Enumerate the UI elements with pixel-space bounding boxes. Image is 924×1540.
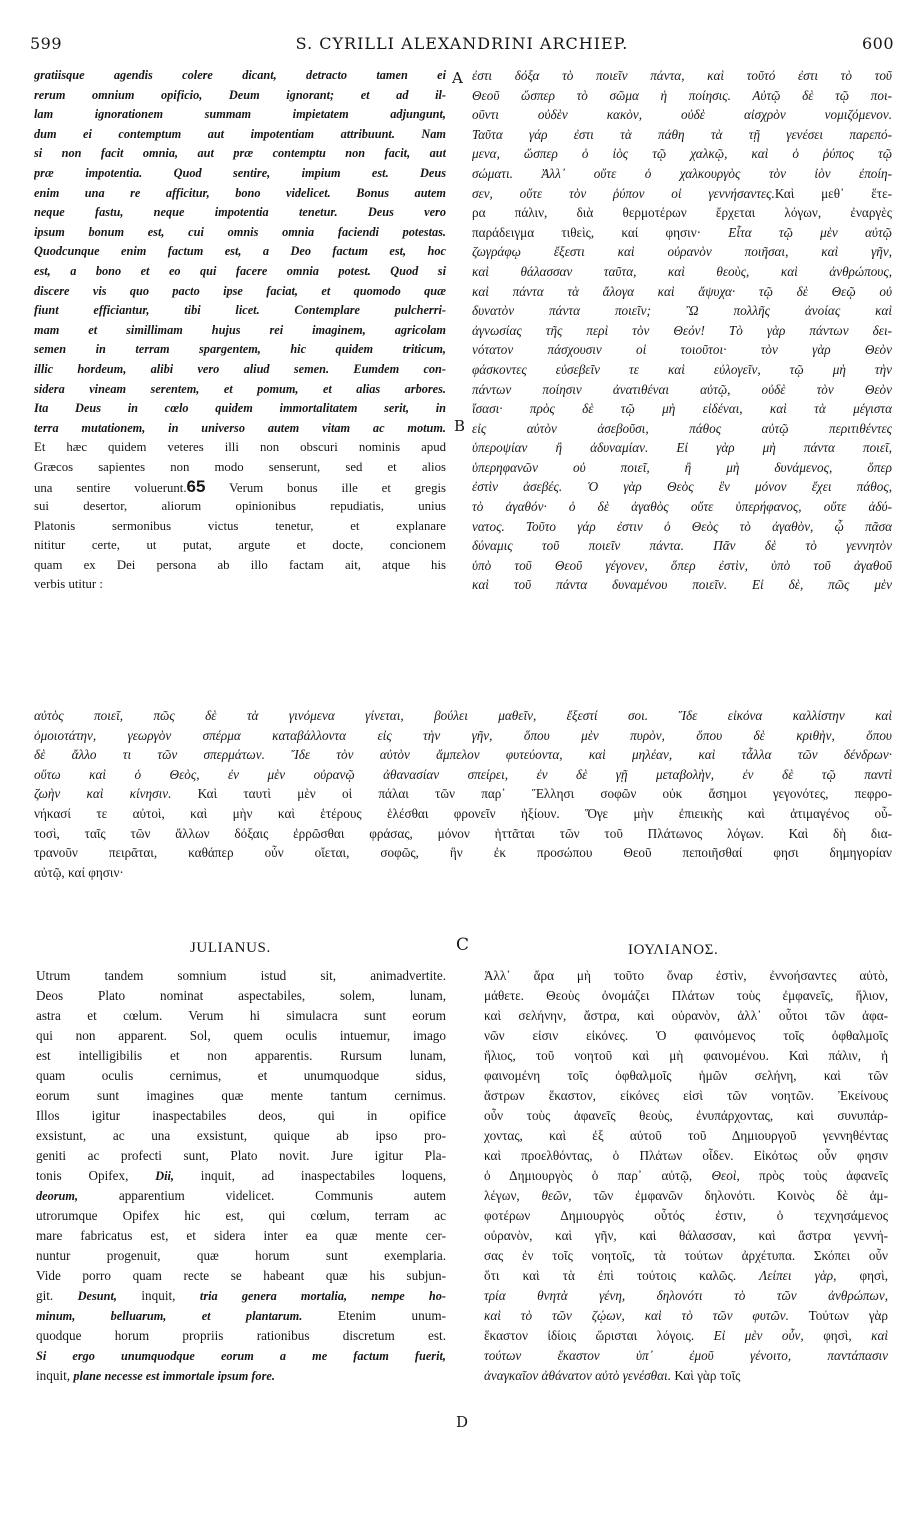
text-line: quam ex Dei persona ab illo factam ait, atque his	[34, 557, 446, 572]
text-line: Vide porro quam recte se habeant quæ his subjun-	[36, 1268, 446, 1283]
text-line: neque fastu, neque impotentia tenetur. Deus vero	[34, 205, 446, 220]
text-run: παράδειγμα τιθεὶς, καί φησιν·	[472, 224, 702, 240]
text-line: utrorumque Opifex hic est, qui cœlum, terram ac	[36, 1208, 446, 1223]
text-line: νότατον πάσχουσιν οἱ τοιοῦτοι· τὸν γὰρ Θεὸν	[472, 342, 892, 358]
text-line: δὲ ἄλλο τι τῶν σπερμάτων. Ἴδε τὸν αὐτὸν ἄμπελον φυτεύοντα, καὶ μηλέαν, καὶ τἆλλα τῶν δένδρων·	[34, 747, 892, 763]
greek-column-top	[472, 66, 892, 595]
text-line: illic hordeum, alibi vero aliud semen. Eumdem con-	[34, 361, 446, 376]
text-line: mare fabricatus est, et sidera inter ea quæ mente cer-	[36, 1228, 446, 1243]
text-run: minum, belluarum, et plantarum.	[36, 1309, 303, 1323]
text-line: νῶν εἰσιν εἰκόνες. Ὁ φαινόμενος τοῖς ὀφθαλμοῖς	[484, 1028, 888, 1043]
text-line	[484, 1306, 888, 1326]
text-line	[36, 1306, 446, 1326]
text-line: τρία θνητὰ γένη, δηλονότι τὸ τῶν ἀνθρώπων,	[484, 1288, 888, 1303]
text-run: Verum bonus ille et gregis	[229, 481, 446, 496]
right-page-number: 600	[861, 34, 894, 53]
text-line: mam et simillimam hujus rei imaginem, agricolam	[34, 322, 446, 337]
text-line: τρανοῦν πειρᾶται, καθάπερ οὖν οἴεται, σοφῶς, ἣν ἐκ προσώπου Θεοῦ πεποιῆσθαί φησι δημηγορίαν	[34, 845, 892, 861]
text-line: astra et cœlum. Verum hi simulacra sunt eorum	[36, 1008, 446, 1023]
text-line: οὐρανὸν, καὶ γῆν, καὶ θάλασσαν, καὶ ἄστρα γεννή-	[484, 1228, 888, 1243]
text-run: Εἶτα τῷ μὲν αὐτῷ	[728, 224, 892, 240]
text-run: inquit,	[141, 1288, 176, 1303]
text-line: exsistunt, ac una exsistunt, quique ab ipso pro-	[36, 1128, 446, 1143]
text-run: πρὸς τοὺς ἀφανεῖς	[759, 1168, 888, 1183]
text-run: Etenim unum-	[337, 1308, 446, 1323]
text-line: discere vis quo pacto ipse faciat, et quomodo quæ	[34, 283, 446, 298]
text-line: χοντας, καὶ ἐξ αὐτοῦ τοῦ Δημιουργοῦ γεννηθέντας	[484, 1128, 888, 1143]
text-line: οὖν τοὺς ἀφανεῖς θεοὺς, ἐνυπάρχοντας, καὶ συνυπάρ-	[484, 1108, 888, 1123]
text-run: τῶν ἐμφανῶν δηλονότι. Κοινὸς δὲ ἀμ-	[593, 1188, 888, 1203]
text-line: verbis utitur :	[34, 577, 103, 592]
text-run: Καὶ μεθ᾽ ἕτε-	[774, 185, 892, 201]
text-run: θεῶν,	[541, 1188, 572, 1203]
text-run: ὅτι καὶ τὰ ἐπὶ τούτοις καλῶς.	[484, 1268, 737, 1283]
text-line: rerum omnium opificio, Deum ignorant; et ad il-	[34, 87, 446, 102]
text-line: gratiisque agendis colere dicant, detracto tamen ei	[34, 68, 446, 82]
text-line: ἀγνωσίας τῆς περὶ τὸν Θεόν! Τὸ γὰρ πάντων δει-	[472, 322, 892, 338]
text-line: est intelligibilis et non apparentis. Rursum lunam,	[36, 1048, 446, 1063]
text-line	[34, 477, 446, 497]
text-line	[484, 1166, 888, 1186]
text-run: tonis Opifex,	[36, 1168, 129, 1183]
text-line: σας ἐν τοῖς νοητοῖς, τὰ τούτων ἀρχέτυπα. Σκόπει οὖν	[484, 1248, 888, 1263]
text-line: καὶ τοῦ πάντα δυναμένου ποιεῖν. Εἰ δὲ, πῶς μὲν	[472, 577, 892, 593]
text-line: Θεοῦ ὥσπερ τὸ σῶμα ἡ ποίησις. Αὐτῷ δὲ τῷ ποι-	[472, 87, 892, 103]
text-line	[484, 1326, 888, 1346]
text-line: οὕτω καὶ ὁ Θεὸς, ἐν μὲν οὐρανῷ ἀθανασίαν σπείρει, ἐν δὲ γῇ μεταβολὴν, ἐν δὲ τῷ παντὶ	[34, 766, 892, 782]
text-run: Θεοὶ,	[711, 1168, 740, 1183]
text-line: ζωγράφῳ ἔξεστι καὶ οὐρανὸν ποιῆσαι, καὶ γῆν,	[472, 244, 892, 260]
section-title-latin: JULIANUS.	[190, 940, 271, 956]
text-line: Utrum tandem somnium istud sit, animadvertite.	[36, 968, 446, 983]
text-line: lam ignorationem summam impietatem adjungunt,	[34, 107, 446, 122]
section-title-greek: ΙΟΥΛΙΑΝΟΣ.	[628, 942, 719, 958]
text-line: μενα, ὥσπερ ὁ ἰὸς τῷ χαλκῷ, καὶ ὁ ῥύπος τῷ	[472, 146, 892, 162]
text-line: πάντων ποίησιν ἀνατιθέναι αὐτῷ, οὐδὲ τὸν Θεὸν	[472, 381, 892, 397]
text-run: ἕκαστον ἰδίοις ὥρισται λόγοις.	[484, 1328, 695, 1343]
text-line: ὑπὸ τοῦ Θεοῦ γέγονεν, ὅπερ ἐστὶν, ὑπὸ τοῦ ἀγαθοῦ	[472, 557, 892, 573]
text-line: Et hæc quidem veteres illi non obscuri nominis apud	[34, 440, 446, 455]
text-run: Λείπει γὰρ,	[759, 1268, 837, 1283]
text-run: git.	[36, 1288, 54, 1303]
text-line: enim una re afficitur, bono videlicet. Bonus autem	[34, 185, 446, 200]
text-line: καὶ προελθόντας, ὁ Πλάτων οἶδεν. Εἰκότως οὖν φησιν	[484, 1148, 888, 1163]
text-run: ὁ Δημιουργὸς ὁ παρ᾽ αὐτῷ,	[484, 1168, 693, 1183]
text-line: Deos Plato nominat aspectabiles, solem, lunam,	[36, 988, 446, 1003]
text-run: Dii,	[155, 1169, 174, 1183]
text-line: sui desertor, aliorum opinionibus repudiatis, unius	[34, 499, 446, 514]
text-line	[472, 184, 892, 204]
text-run: inquit, ad inaspectabiles loquens,	[200, 1168, 446, 1183]
left-page-number: 599	[30, 34, 63, 53]
text-line: dum ei contemptum aut impotentiam attribuunt. Nam	[34, 126, 446, 141]
text-run: apparentium videlicet. Communis autem	[118, 1188, 446, 1203]
text-line: Illos igitur inaspectabiles deos, qui in opifice	[36, 1108, 446, 1123]
text-line: δύναμις τοῦ ποιεῖν πάντα. Πᾶν δὲ τὸ γεννητὸν	[472, 538, 892, 554]
text-line: nuntur progenuit, quæ horum sunt exemplaria.	[36, 1248, 446, 1263]
margin-marker-b: B	[454, 417, 466, 435]
text-run: καὶ τὸ τῶν ζῴων, καὶ τὸ τῶν φυτῶν.	[484, 1308, 789, 1323]
text-line: οῦντι οὐδὲν κακὸν, οὐδὲ αἰσχρὸν νομιζόμενον.	[472, 107, 892, 123]
text-line	[36, 1166, 446, 1186]
text-run: inquit,	[36, 1368, 71, 1383]
text-run: σεν, οὔτε τὸν ῥύπον οἱ γεννήσαντες.	[472, 185, 775, 201]
text-line: καὶ σελήνην, ἄστρα, καὶ οὐρανὸν, ἀλλ᾽ οὗτοι τῶν ἀφα-	[484, 1008, 888, 1023]
text-line: καὶ πάντα τὰ ἄλογα καὶ ἄψυχα· τῷ δὲ Θεῷ οὐ	[472, 283, 892, 299]
text-line: τὸ ἀγαθόν· ὁ δὲ ἀγαθὸς οὔτε ὑπερήφανος, οὔτε ἀδύ-	[472, 499, 892, 515]
text-run: deorum,	[36, 1189, 79, 1203]
text-line: nititur certe, ut putat, argute et docte, concionem	[34, 538, 446, 553]
text-line	[484, 1266, 888, 1286]
text-line: eorum sunt imagines quæ mente tantum cernimus.	[36, 1088, 446, 1103]
text-run: plane necesse est immortale ipsum fore.	[73, 1369, 275, 1383]
text-line: νατος. Τοῦτο γάρ ἐστιν ὁ Θεὸς τὸ ἀγαθὸν, ᾧ πᾶσα	[472, 518, 892, 534]
text-line: Platonis sermonibus victus tenetur, et explanare	[34, 518, 446, 533]
text-run: ζωὴν καὶ κίνησιν.	[34, 786, 172, 802]
latin-column-bottom	[36, 966, 446, 1386]
text-line: νήκασί τε αὐτοὶ, καὶ μὴν καὶ ἑτέρους ἑλέσθαι φρονεῖν ἠξίουν. Ὅγε μὴν ἐπιεικὴς καὶ ἀτιμαγένος οὗ-	[34, 805, 892, 821]
text-run: Καὶ ταυτὶ μὲν οἱ πάλαι τῶν παρ᾽ Ἕλλησι σοφῶν οὐκ ἄσημοι γεγονότες, πεφρο-	[197, 786, 892, 802]
text-line: geniti ac profecti sunt, Plato novit. Jure igitur Pla-	[36, 1148, 446, 1163]
text-line: ἄστρων ἕκαστον, εἰκόνες εἰσὶ τῶν νοητῶν. Ἐκείνους	[484, 1088, 888, 1103]
text-line: εἰς αὐτὸν ἀσεβοῦσι, πάθος αὐτῷ περιτιθέντες	[472, 420, 892, 436]
text-line	[484, 1186, 888, 1206]
text-line: τοσὶ, ταῖς τῶν ἄλλων δόξαις ἐρρῶσθαι φράσας, μόνον ἡττᾶται τῶν τοῦ Πλάτωνος λόγων. Καὶ δὴ δια-	[34, 825, 892, 841]
text-line: φάσκοντες εὐσεβεῖν τε καὶ εὐλογεῖν, τῷ μὴ τὴν	[472, 361, 892, 377]
text-line: Ταῦτα γάρ ἐστι τὰ πάθη τὰ τῇ γενέσει παρεπό-	[472, 126, 892, 142]
text-line	[472, 223, 892, 243]
margin-marker-a: A	[452, 69, 463, 87]
text-line: αὐτὸς ποιεῖ, πῶς δὲ τὰ γινόμενα γίνεται, βούλει μαθεῖν, ἔξεστί σοι. Ἴδε εἰκόνα καλλίστην καὶ	[34, 708, 892, 723]
text-line: Græcos sapientes non modo senserunt, sed et alios	[34, 459, 446, 474]
text-line: ἐστὶν ἀσεβές. Ὁ γὰρ Θεὸς ἓν μόνον ἔχει πάθος,	[472, 479, 892, 495]
text-line: ἐστι δόξα τὸ ποιεῖν πάντα, καὶ τοῦτό ἐστι τὸ τοῦ	[472, 68, 892, 83]
text-line: Si ergo unumquodque eorum a me factum fuerit,	[36, 1349, 446, 1363]
text-line: τούτων ἕκαστον ὑπ᾽ ἐμοῦ γένοιτο, παντάπασιν	[484, 1348, 888, 1363]
greek-column-bottom	[484, 966, 888, 1386]
text-line	[36, 1286, 446, 1306]
text-line: sidera vineam serentem, et pomum, et alias arbores.	[34, 381, 446, 396]
text-line: φαινομένη τοῖς ὀφθαλμοῖς ἡμῶν σελήνη, καὶ τῶν	[484, 1068, 888, 1083]
text-run: una sentire voluerunt.	[34, 481, 187, 496]
text-line: ὑπερηφανῶν οὐ ποιεῖ, ἢ μὴ δυνάμενος, ὅπερ	[472, 459, 892, 475]
greek-full-width-block	[34, 706, 892, 882]
text-line	[36, 1186, 446, 1206]
text-line: Quodcunque enim factum est, a Deo factum est, hoc	[34, 244, 446, 259]
text-line: σώματι. Ἀλλ᾽ οὔτε ὁ χαλκουργὸς τὸν ἰὸν ἐποίη-	[472, 165, 892, 181]
text-line	[484, 1366, 888, 1386]
text-line: ὑπεροψίαν ἢ ἀδυναμίαν. Εἰ γὰρ μὴ πάντα ποιεῖ,	[472, 440, 892, 456]
text-run: λέγων,	[484, 1188, 520, 1203]
text-run: φησὶ,	[859, 1268, 888, 1283]
text-line: qui non apparent. Sol, quem oculis intuemur, imago	[36, 1028, 446, 1043]
text-line: fiunt efficiantur, tibi licet. Contemplare pulcherri-	[34, 303, 446, 318]
text-line: ἴσασι· πρὸς δὲ τῷ μὴ εἰδέναι, καὶ τὰ μέγιστα	[472, 401, 892, 417]
text-run: φησὶ,	[823, 1328, 852, 1343]
text-line: ipsum bonum est, cui omnis omnia faciendi potestas.	[34, 224, 446, 239]
text-line: est, a bono et eo qui facere omnia potest. Quod si	[34, 263, 446, 278]
text-line: Ita Deus in cœlo quidem immortalitatem serit, in	[34, 401, 446, 416]
text-line: præ impotentia. Quod sentire, impium est. Deus	[34, 165, 446, 180]
running-header	[30, 34, 894, 62]
text-line: si non facit omnia, aut præ contemptu non facit, aut	[34, 146, 446, 161]
text-line	[34, 784, 892, 804]
text-line: μάθετε. Θεοὺς ὀνομάζει Πλάτων τοὺς ἐμφανεῖς, ἥλιον,	[484, 988, 888, 1003]
column-number: 65	[186, 477, 206, 497]
margin-marker-c: C	[456, 935, 470, 955]
text-line: ρα πάλιν, διὰ θερμοτέρων ἔρχεται λόγων, ἐναργὲς	[472, 205, 892, 221]
text-line	[36, 1366, 446, 1386]
margin-marker-d: D	[456, 1413, 469, 1431]
text-run: tria genera mortalia, nempe ho-	[199, 1289, 446, 1303]
text-run: Εἰ μὲν οὖν,	[713, 1328, 804, 1343]
text-line: φοτέρων Δημιουργὸς οὗτός ἐστιν, ὁ τεχνησάμενος	[484, 1208, 888, 1223]
running-title: S. CYRILLI ALEXANDRINI ARCHIEP.	[295, 34, 629, 53]
text-line: semen in terram spargentem, hic quidem triticum,	[34, 342, 446, 357]
text-line: αὐτῷ, καί φησιν·	[34, 864, 124, 880]
text-line: ἥλιος, τοῦ νοητοῦ καὶ μὴ φαινομένου. Καὶ πάλιν, ἡ	[484, 1048, 888, 1063]
text-line: terra mutationem, in universo autem vitam ac motum.	[34, 420, 446, 435]
text-run: Καὶ γὰρ τοῖς	[674, 1368, 741, 1383]
text-run: Desunt,	[77, 1289, 117, 1303]
text-line: quodque horum propriis rationibus discretum est.	[36, 1328, 446, 1343]
text-line: Ἀλλ᾽ ἄρα μὴ τοῦτο ὄναρ ἐστὶν, ἐννοήσαντες αὐτὸ,	[484, 968, 888, 983]
text-line: καὶ θάλασσαν ταῦτα, καὶ θεοὺς, καὶ ἀνθρώπους,	[472, 263, 892, 279]
latin-column-top	[34, 66, 446, 595]
text-run: ἀναγκαῖον ἀθάνατον αὐτὸ γενέσθαι.	[484, 1368, 672, 1383]
text-run: καὶ	[871, 1328, 888, 1343]
text-run: Τούτων γὰρ	[808, 1308, 888, 1323]
text-line: quam oculis cernimus, et unumquodque sidus,	[36, 1068, 446, 1083]
text-line: ὁμοιοτάτην, γεωργὸν σπέρμα καταβάλλοντα εἰς τὴν γῆν, ὅπου μὲν πυρὸν, ὅπου δὲ κριθὴν, ὅπου	[34, 727, 892, 743]
text-line: δυνατὸν πάντα ποιεῖν; Ὢ πολλῆς ἀνοίας καὶ	[472, 303, 892, 319]
